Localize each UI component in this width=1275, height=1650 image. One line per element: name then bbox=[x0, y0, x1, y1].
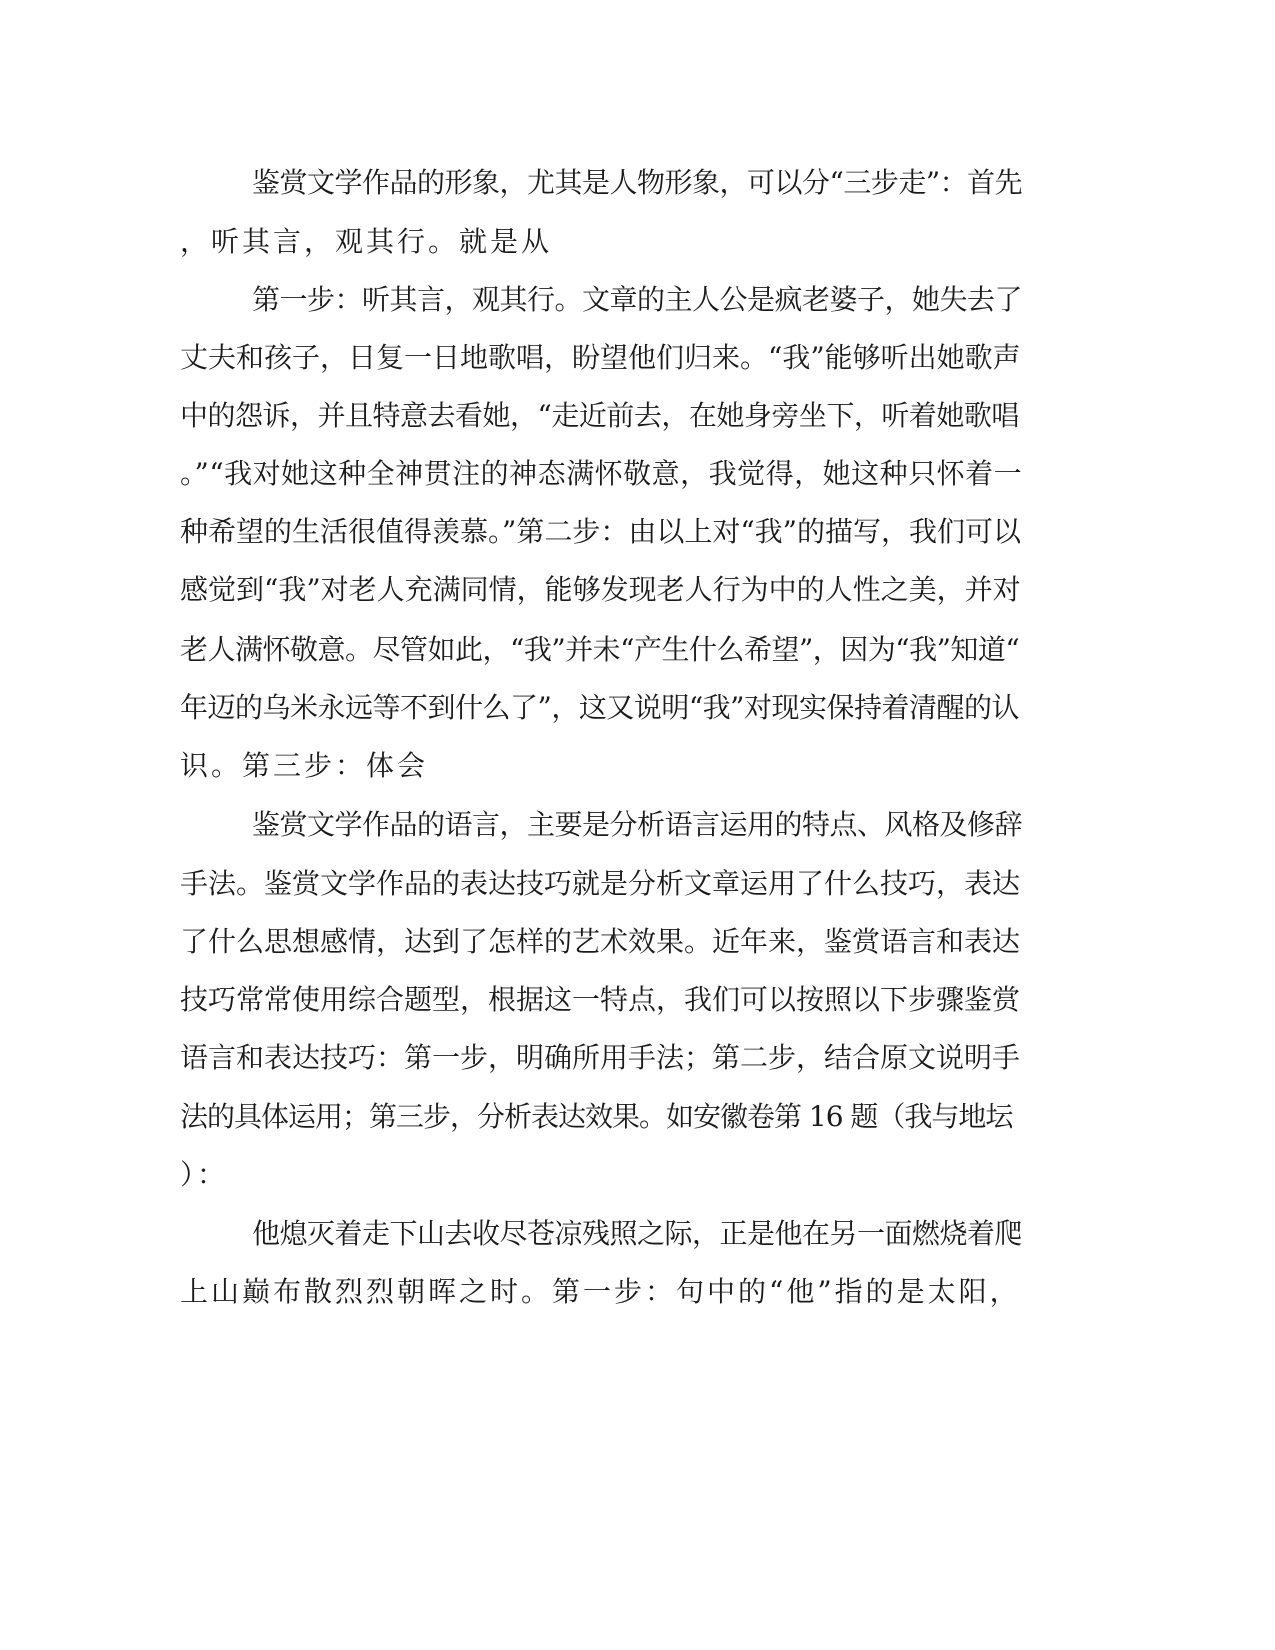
text-line-content: 手法。鉴赏文学作品的表达技巧就是分析文章运用了什么技巧，表达 bbox=[180, 867, 1021, 900]
text-line-content: 他熄灭着走下山去收尽苍凉残照之际，正是他在另一面燃烧着爬 bbox=[252, 1217, 1023, 1250]
text-line-content: 老人满怀敬意。尽管如此，“我”并未“产生什么希望”，因为“我”知道“ bbox=[180, 633, 1020, 666]
text-line-content: 识。第三步：体会 bbox=[180, 749, 429, 782]
text-line-content: ）： bbox=[180, 1158, 229, 1191]
text-line-content: 中的怨诉，并且特意去看她，“走近前去，在她身旁坐下，听着她歌唱 bbox=[180, 399, 1019, 432]
text-line-content: 技巧常常使用综合题型，根据这一特点，我们可以按照以下步骤鉴赏 bbox=[180, 983, 1021, 1016]
text-line-content: 年迈的乌米永远等不到什么了”，这又说明“我”对现实保持着清醒的认 bbox=[180, 691, 1019, 724]
text-line-content: 鉴赏文学作品的形象，尤其是人物形象，可以分“三步走”：首先 bbox=[252, 166, 1023, 199]
text-line-content: 法的具体运用；第三步，分析表达效果。如安徽卷第 16 题（我与地坛 bbox=[180, 1100, 1013, 1133]
text-line-content: 上山巅布散烈烈朝晖之时。第一步：句中的“他”指的是太阳， bbox=[180, 1275, 1021, 1308]
text-line-content: 。”“我对她这种全神贯注的神态满怀敬意，我觉得，她这种只怀着一 bbox=[180, 457, 1023, 490]
text-line-content: ，听其言，观其行。就是从 bbox=[180, 225, 553, 258]
text-line-content: 丈夫和孩子，日复一日地歌唱，盼望他们归来。“我”能够听出她歌声 bbox=[180, 341, 1021, 374]
text-line-content: 了什么思想感情，达到了怎样的艺术效果。近年来，鉴赏语言和表达 bbox=[180, 925, 1021, 958]
text-line-content: 语言和表达技巧：第一步，明确所用手法；第二步，结合原文说明手 bbox=[180, 1041, 1021, 1074]
text-line-content: 感觉到“我”对老人充满同情，能够发现老人行为中的人性之美，并对 bbox=[180, 573, 1021, 606]
text-line-content: 鉴赏文学作品的语言，主要是分析语言运用的特点、风格及修辞 bbox=[252, 808, 1023, 841]
text-line-content: 第一步：听其言，观其行。文章的主人公是疯老婆子，她失去了 bbox=[252, 283, 1023, 316]
text-line-content: 种希望的生活很值得羡慕。”第二步：由以上对“我”的描写，我们可以 bbox=[180, 515, 1021, 548]
